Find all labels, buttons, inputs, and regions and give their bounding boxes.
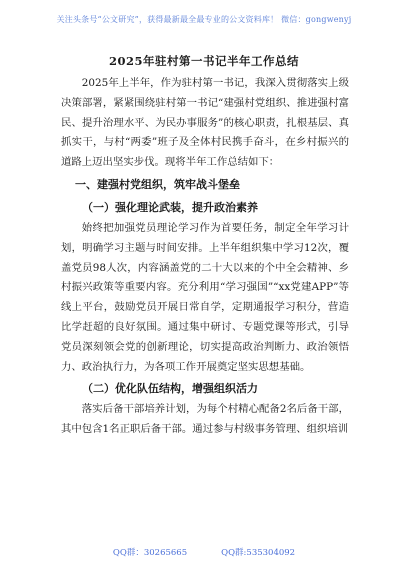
subsection-heading-1: （一）强化理论武装，提升政治素养: [82, 200, 258, 214]
promo-banner: 关注头条号“公文研究”，获得最新最全最专业的公文资料库！ 微信：gongwenyj: [56, 15, 352, 24]
subsection-1-paragraph: 始终把加强党员理论学习作为首要任务，制定全年学习计划，明确学习主题与时间安排。上半年组织集中学习12次，覆盖党员98人次，内容涵盖党的二十大以来的个中全会精神、乡村振兴政策等重要内容。充分利用“学习强国”“xx党建APP”等线上平台，鼓励党员开展日常自学，定期通报学习积分，营造比学赶超的良好氛围。通过集中研讨、专题党课等形式，引导党员深刻领会党的创新理论，切实提高政治判断力、政治领悟力、政治执行力，为各项工作开展奠定坚实思想基础。: [61, 221, 349, 373]
document-title: 2025年驻村第一书记半年工作总结: [108, 54, 299, 68]
subsection-2-paragraph: 落实后备干部培养计划，为每个村精心配备2名后备干部，其中包含1名正职后备干部。通过参与村级事务管理、组织培训: [61, 403, 349, 436]
section-heading-1: 一、建强村党组织，筑牢战斗堡垒: [75, 177, 240, 191]
intro-paragraph: 2025年上半年，作为驻村第一书记，我深入贯彻落实上级决策部署，紧紧围绕驻村第一书记“建强村党组织、推进强村富民、提升治理水平、为民办事服务”的核心职责，扎根基层、真抓实干，与村“两委”班子及全体村民携手奋斗，在乡村振兴的道路上迈出坚实步伐。现将半年工作总结如下：: [61, 77, 349, 169]
footer-qq-group-1: QQ群：30265665: [112, 548, 188, 558]
footer-contact: [0, 546, 408, 558]
footer-qq-group-2: QQ群:535304092: [221, 548, 296, 558]
subsection-heading-2: （二）优化队伍结构，增强组织活力: [82, 382, 258, 396]
document-body: [61, 74, 349, 440]
